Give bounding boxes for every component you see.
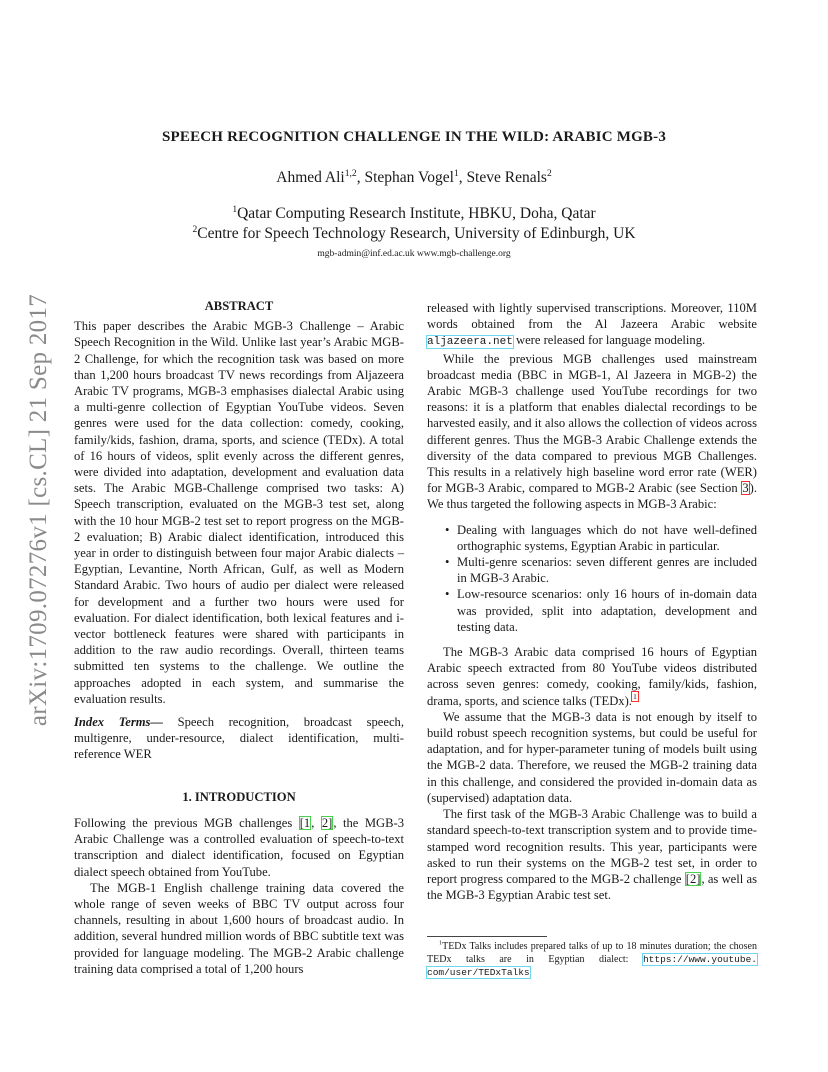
- list-item: • Multi-genre scenarios: seven different genres are included in MGB-3 Arabic.: [447, 554, 757, 586]
- arxiv-stamp-text: arXiv:1709.07276v1 [cs.CL] 21 Sep 2017: [25, 293, 52, 727]
- body-paragraph: We assume that the MGB-3 data is not enough by itself to build robust speech recognition systems, but could be useful for adaptation, and for hyper-parameter tuning of models built using the MGB-2 data. Therefore, we reused the MGB-2 training data in this challenge, and considered the provided in-domain data as (supervised) adaptation data.: [427, 709, 757, 805]
- aspects-list: [427, 522, 757, 635]
- footnote-divider: [427, 936, 547, 937]
- body-paragraph: [427, 644, 757, 709]
- author-separator: ,: [458, 169, 467, 186]
- author-separator: ,: [356, 169, 365, 186]
- body-text: ). We thus targeted the following aspects in MGB-3 Arabic:: [427, 481, 757, 512]
- affil-text: Qatar Computing Research Institute, HBKU, Doha, Qatar: [237, 205, 596, 222]
- citation-link[interactable]: [1: [299, 815, 311, 830]
- author-affil-marker: 1,2: [344, 167, 357, 179]
- section-ref-link[interactable]: 3: [742, 481, 749, 496]
- intro-text: Following the previous MGB challenges: [74, 815, 299, 830]
- footnote: [427, 940, 757, 979]
- body-paragraph: [427, 806, 757, 903]
- author-affil-marker: 2: [546, 167, 552, 179]
- intro-text: , the MGB-3 Arabic Challenge was a controlled evaluation of speech-to-text transcription and dialect identification, focused on Egyptian dialect speech obtained from YouTube.: [74, 815, 405, 879]
- body-paragraph: [427, 300, 757, 351]
- citation-separator: ,: [311, 815, 321, 830]
- abstract-text: This paper describes the Arabic MGB-3 Challenge – Arabic Speech Recognition in the Wild. Unlike last year’s Arabic MGB-2 Challenge, for which the recognition task was based on more than 1,200 hours broadcast TV news recordings from Aljazeera Arabic TV programs, MGB-3 emphasises dialectal Arabic using a multi-genre collection of Egyptian YouTube videos. Seven genres were used for the data collection: comedy, cooking, family/kids, fashion, drama, sports, and science (TEDx). A total of 16 hours of videos, split evenly across the different genres, were divided into adaptation, development and evaluation data sets. The Arabic MGB-Challenge comprised two tasks: A) Speech transcription, evaluated on the MGB-3 test set, along with the 10 hour MGB-2 test set to report progress on the MGB-2 evaluation; B) Arabic dialect identification, introduced this year in order to distinguish between four major Arabic dialects – Egyptian, Levantine, North African, Gulf, as well as Modern Standard Arabic. Two hours of audio per dialect were released for development and a further two hours were used for evaluation. For dialect identification, both lexical features and i-vector bottleneck features were shared with participants in addition to the raw audio recordings. Overall, thirteen teams submitted ten systems to the challenge. We outline the approaches adopted in each system, and summarise the evaluation results.: [74, 319, 404, 706]
- intro-heading: 1. INTRODUCTION: [182, 789, 296, 804]
- list-item: • Low-resource scenarios: only 16 hours of in-domain data was provided, split into adaptation, development and testing data.: [447, 586, 757, 635]
- affil-text: Centre for Speech Technology Research, University of Edinburgh, UK: [197, 225, 636, 242]
- body-text: released with lightly supervised transcriptions. Moreover, 110M words obtained from the Al Jazeera Arabic website: [427, 301, 757, 332]
- paper-title: SPEECH RECOGNITION CHALLENGE IN THE WILD: ARABIC MGB-3: [161, 129, 667, 145]
- body-text: While the previous MGB challenges used mainstream broadcast media (BBC in MGB-1, Al Jazeera in MGB-2) the Arabic MGB-3 challenge used YouTube recordings for two reasons: it is a platform that enables dialectal recordings to be harvested easily, and it also allows the collection of videos across different genres. Thus the MGB-3 Arabic Challenge extends the diversity of the data compared to previous MGB Challenges. This results in a relatively high baseline word error rate (WER) for MGB-3 Arabic, compared to MGB-2 Arabic (see Section: [427, 351, 757, 496]
- citation-link[interactable]: [2]: [685, 871, 701, 886]
- footnote-marker: 1: [439, 939, 443, 947]
- affil-marker: 2: [192, 223, 198, 235]
- citation-link[interactable]: 2]: [321, 815, 333, 830]
- left-column: [74, 298, 404, 977]
- index-terms-text: Speech recognition, broadcast speech, multigenre, under-resource, dialect identification, multi-reference WER: [74, 715, 404, 762]
- affiliation: [0, 205, 828, 223]
- youtube-link-continued[interactable]: com/user/TEDxTalks: [427, 967, 530, 978]
- body-text: , as well as the MGB-3 Egyptian Arabic test set.: [427, 871, 757, 903]
- body-text: The first task of the MGB-3 Arabic Challenge was to build a standard speech-to-text transcription system and to provide time-stamped word recognition results. This year, participants were asked to run their systems on the MGB-2 test set, in order to report progress compared to the MGB-2 challenge: [427, 807, 757, 886]
- intro-paragraph: [74, 815, 404, 880]
- footnote-text: TEDx Talks includes prepared talks of up to 18 minutes duration; the chosen TEDx talks are in Egyptian dialect:: [427, 941, 757, 965]
- author-list: [0, 169, 828, 187]
- youtube-link[interactable]: https://www.youtube.: [642, 954, 757, 965]
- body-paragraph: [427, 351, 757, 513]
- right-column: [427, 300, 757, 903]
- aljazeera-link[interactable]: aljazeera.net: [427, 336, 513, 349]
- index-terms: [74, 714, 404, 763]
- affil-marker: 1: [232, 203, 238, 215]
- body-text: The MGB-3 Arabic data comprised 16 hours of Egyptian Arabic speech extracted from 80 YouTube videos distributed across seven genres: comedy, cooking, family/kids, fashion, drama, sports, and science talks (TEDx).: [427, 645, 757, 708]
- author-affil-marker: 1: [453, 167, 459, 179]
- author-name: Stephan Vogel: [364, 169, 454, 186]
- intro-paragraph: The MGB-1 English challenge training data covered the whole range of seven weeks of BBC TV output across four channels, resulting in about 1,600 hours of broadcast audio. In addition, several hundred million words of BBC subtitle text was provided for language modeling. The MGB-2 Arabic challenge training data comprised a total of 1,200 hours: [74, 880, 404, 976]
- contact-line: mgb-admin@inf.ed.ac.uk www.mgb-challenge.org: [317, 249, 511, 259]
- author-name: Steve Renals: [466, 169, 547, 186]
- list-item: • Dealing with languages which do not have well-defined orthographic systems, Egyptian Arabic in particular.: [447, 522, 757, 554]
- footnote-ref-link[interactable]: 1: [632, 692, 637, 702]
- author-name: Ahmed Ali: [276, 169, 345, 186]
- affiliation: [0, 225, 828, 243]
- index-terms-label: Index Terms—: [74, 715, 164, 730]
- body-text: were released for language modeling.: [512, 333, 706, 348]
- abstract-heading: ABSTRACT: [204, 299, 274, 313]
- arxiv-stamp: [14, 290, 64, 730]
